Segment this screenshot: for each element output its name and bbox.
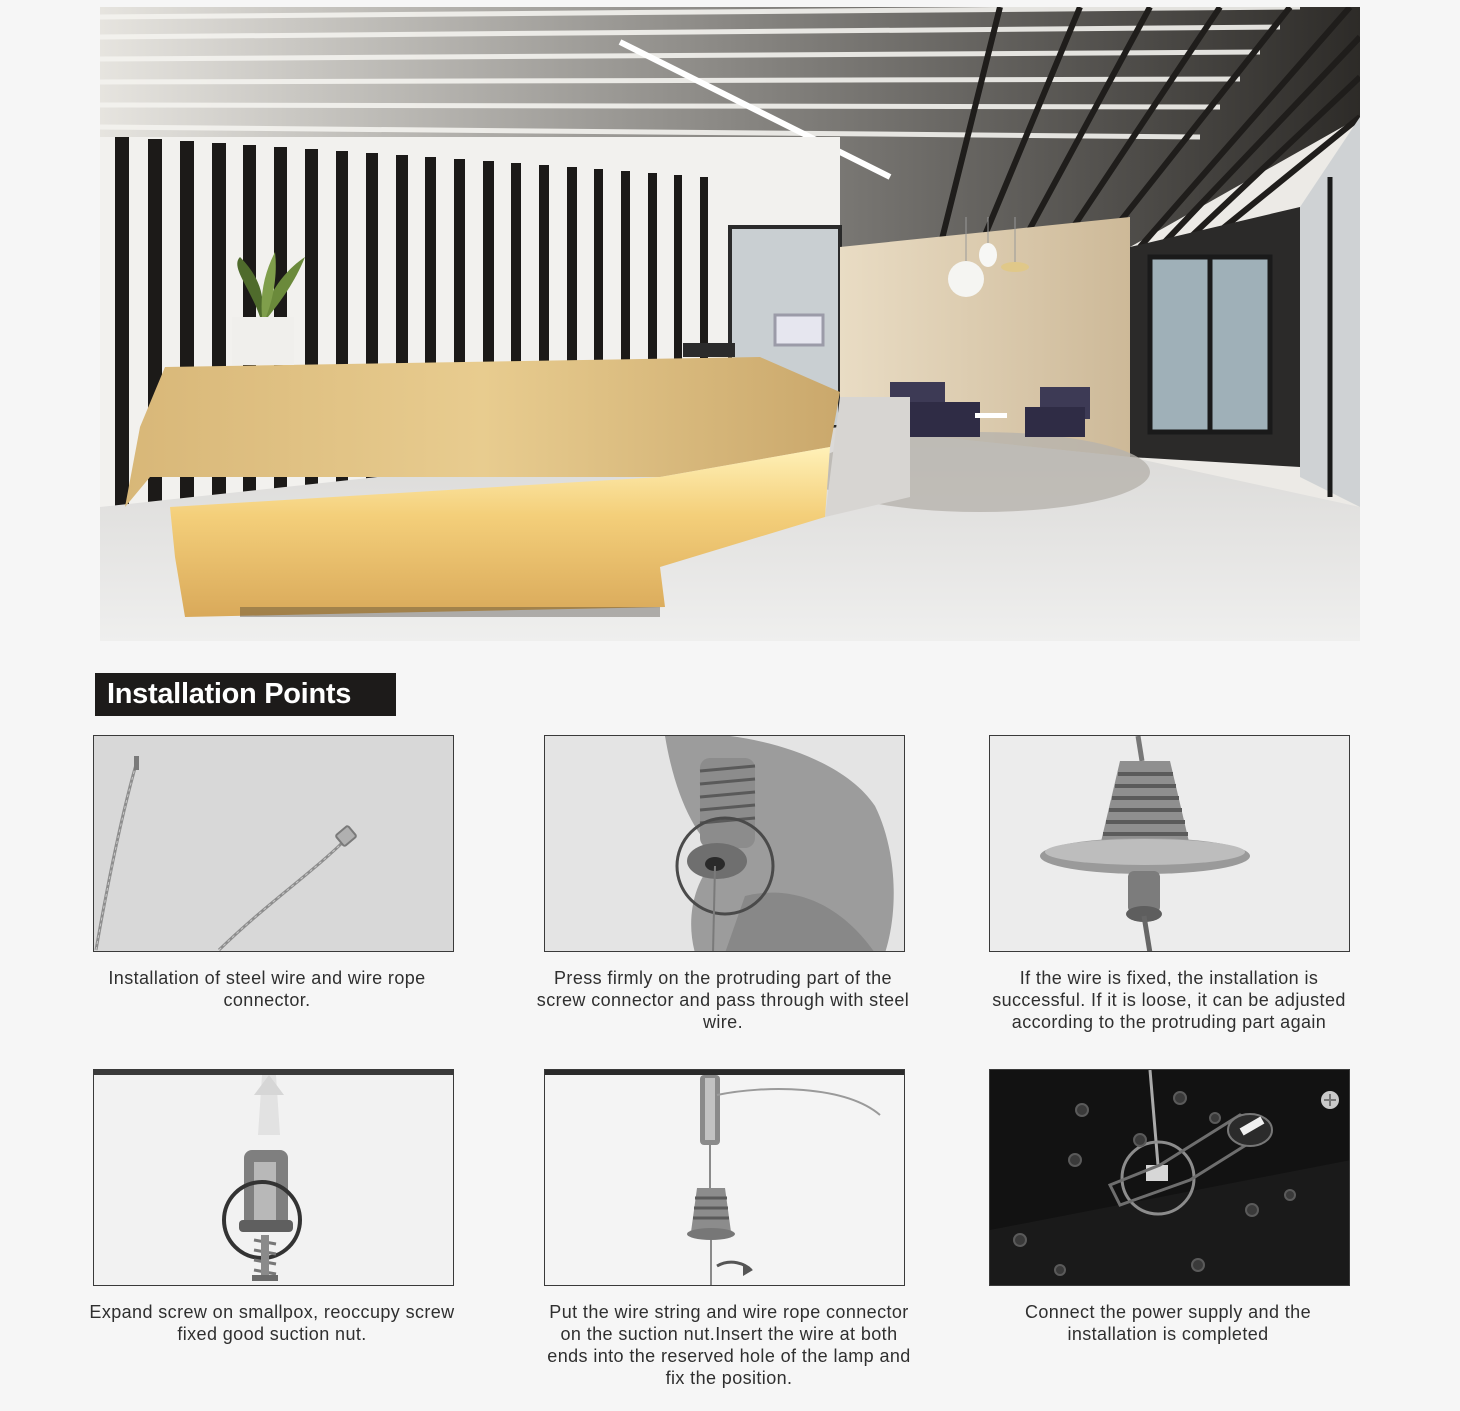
step-caption: Connect the power supply and the installation is completed [1025, 1302, 1311, 1344]
step-caption: If the wire is fixed, the installation is successful. If it is loose, it can be adjusted according to the protruding part again [992, 968, 1346, 1032]
step-caption: Expand screw on smallpox, reoccupy screw fixed good suction nut. [89, 1302, 455, 1344]
step-caption: Put the wire string and wire rope connector on the suction nut.Insert the wire at both ends into the reserved hole of the lamp and fix the position. [547, 1302, 911, 1388]
wire-into-lamp-photo [544, 1069, 905, 1286]
lamp-back-plate-photo [989, 1069, 1350, 1286]
expansion-screw-photo [93, 1069, 454, 1286]
screw-connector-press-photo [544, 735, 905, 952]
steel-wire-photo [93, 735, 454, 952]
section-title: Installation Points [95, 673, 396, 716]
step-caption: Press firmly on the protruding part of the screw connector and pass through with steel wire. [536, 968, 910, 1032]
fixed-wire-connector-photo [989, 735, 1350, 952]
step-caption: Installation of steel wire and wire rope connector. [108, 968, 426, 1010]
reception-lobby-photo [100, 7, 1360, 641]
